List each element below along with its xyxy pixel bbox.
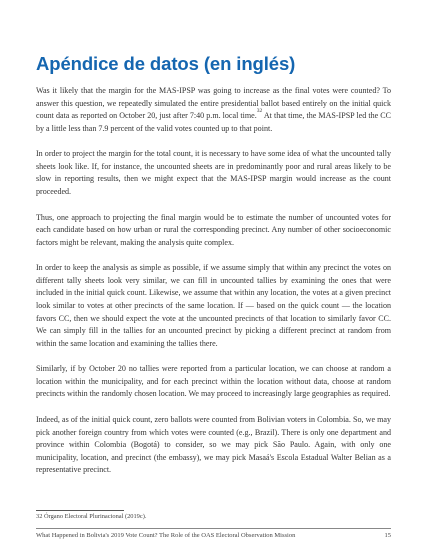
paragraph-4: In order to keep the analysis as simple as possible, if we assume simply that within any precinct the votes on different tally sheets look very similar, we can fill in uncounted tallies by examining the ones that were included in the initial quick count. Likewise, we assume that within any location, the votes at a given precinct look similar to votes at other precincts of the same location. If — based on the quick count — the location favors CC, then we should expect the vote at the uncounted precincts of that location to similarly favor CC. We can simply fill in the tallies for an uncounted precinct by picking a different precinct at random from within the same location and examining the tallies there.: [36, 263, 391, 348]
paragraph-6: Indeed, as of the initial quick count, zero ballots were counted from Bolivian voters in Colombia. So, we may pick another foreign country from which votes were counted (e.g., Brazil). There is only one department and province within Colombia (Bogotá) to consider, so we may pick São Paulo. Again, with only one municipality, location, and precinct (the embassy), we may pick Masaá's Escola Estadual Walter Belian as a representative precinct.: [36, 414, 391, 475]
paragraph-1-text-b: At that time, the MAS-IPSP led the CC by a little less than 7.9 percent of the valid votes counted up to that point.: [36, 111, 392, 133]
page-number: 15: [384, 532, 391, 539]
footer-title: What Happened in Bolivia's 2019 Vote Count? The Role of the OAS Electoral Observation Mission: [36, 532, 296, 539]
footer-divider: [36, 528, 391, 529]
body-text: [36, 85, 391, 490]
appendix-heading: Apéndice de datos (en inglés): [36, 53, 296, 75]
paragraph-2: In order to project the margin for the total count, it is necessary to have some idea of what the uncounted tally sheets look like. If, for instance, the uncounted sheets are in predominantly poor and rural areas likely to be slow in reporting results, then we might expect that the MAS-IPSP margin would increase as the count proceeded.: [36, 149, 391, 197]
paragraph-1-text-a: Was it likely that the margin for the MAS-IPSP was going to increase as the final votes were counted? To answer this question, we repeatedly simulated the entire presidential ballot based entirely on the initial quick count data as reported on October 20, just after 7:40 p.m. local time.: [36, 86, 391, 121]
page-footer: [36, 532, 391, 539]
paragraph-3: Thus, one approach to projecting the final margin would be to estimate the number of uncounted votes for each candidate based on how urban or rural the corresponding precinct. Any number of other socioeconomic factors might be relevant, making the analysis quite complex.: [36, 212, 391, 247]
paragraph-1: [36, 85, 391, 135]
footnote: 32 Órgano Electoral Plurinacional (2019c).: [36, 513, 147, 520]
footnote-ref: 32: [256, 108, 263, 115]
paragraph-5: Similarly, if by October 20 no tallies were reported from a particular location, we can choose at random a location within the municipality, and for each precinct within the location without data, choose at random precincts within the randomly chosen location. We may proceed to increasingly large geographies as required.: [36, 364, 391, 399]
footnote-divider: [36, 510, 124, 511]
